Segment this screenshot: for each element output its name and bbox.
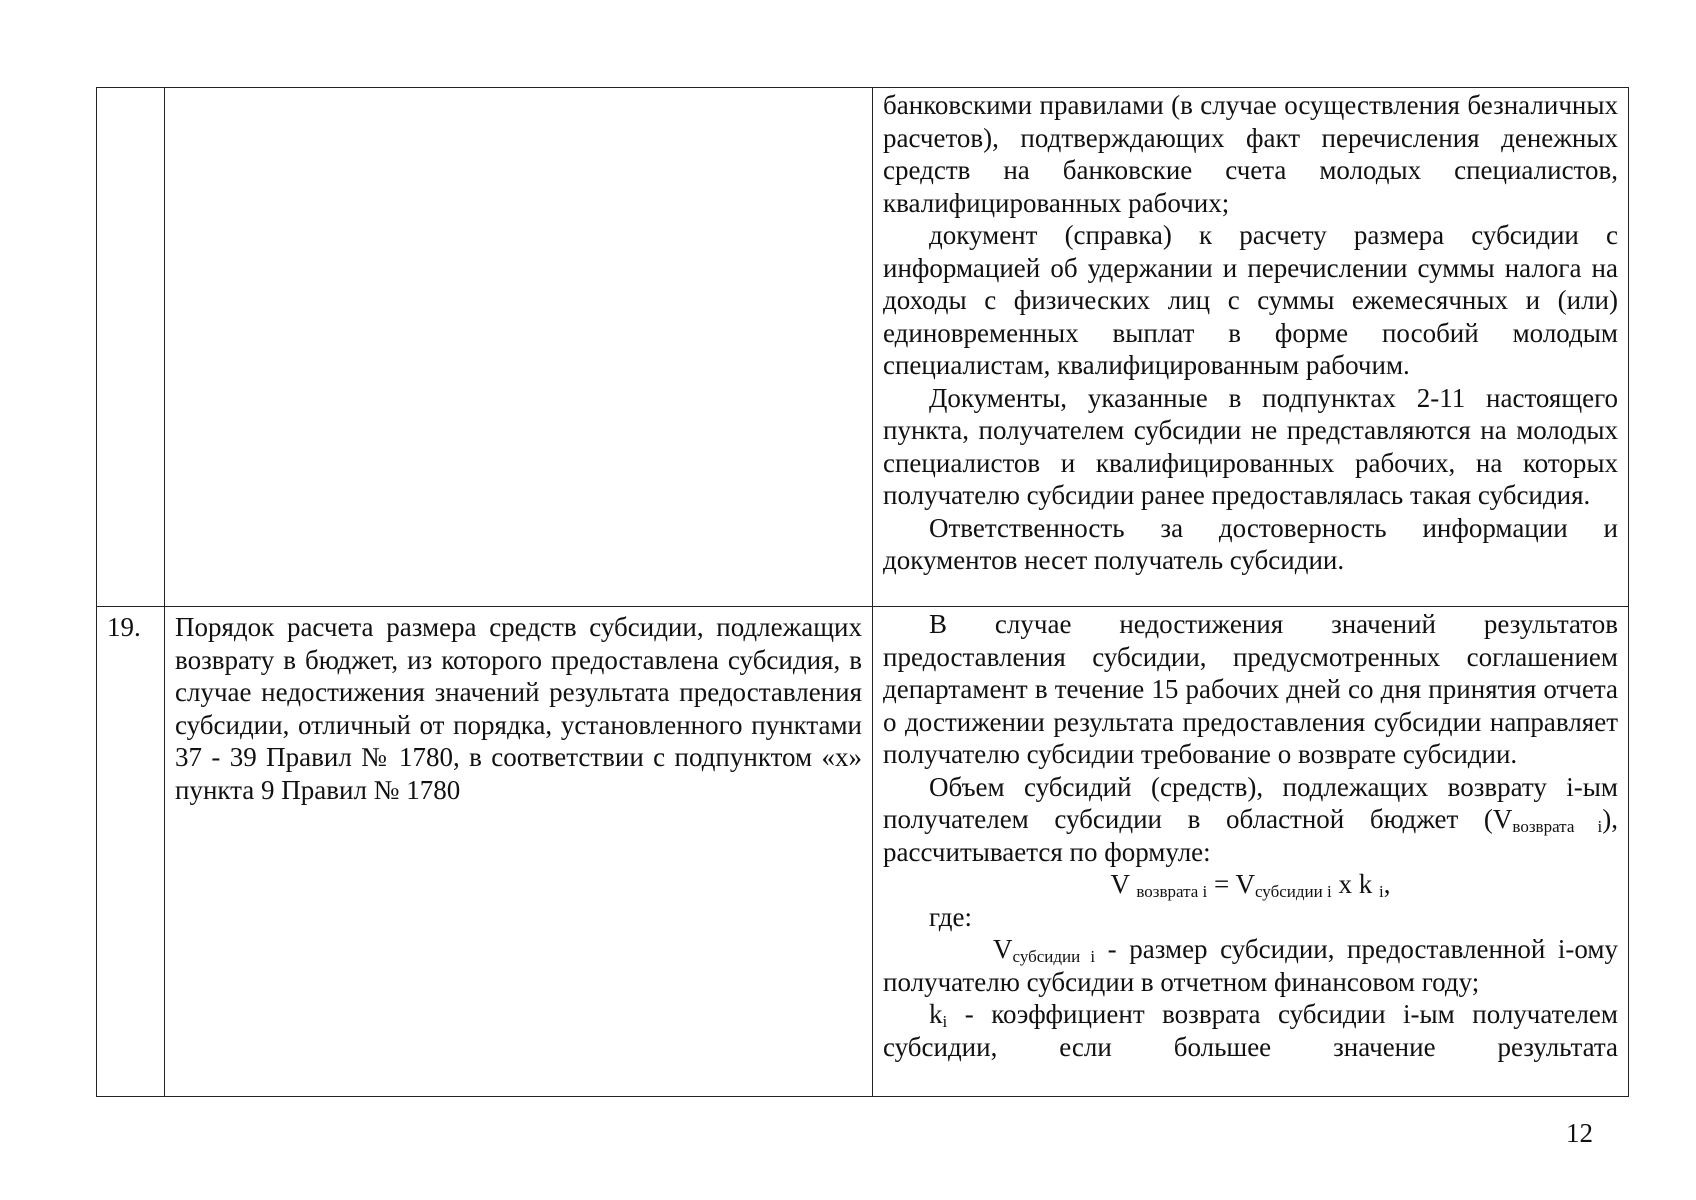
- paragraph-text: ), рассчитывается по формуле:: [883, 804, 1618, 867]
- text-paragraph: [883, 771, 1618, 869]
- subscript: субсидии i: [1012, 947, 1096, 966]
- definition-paragraph: [883, 933, 1618, 998]
- subscript: возврата i: [1136, 882, 1208, 901]
- text-paragraph: документ (справка) к расчету размера субсидии с информацией об удержании и перечислении суммы налога на доходы с физических лиц с суммы ежемесячных и (или) единовременных выплат в форме пособий молодым специалистам, квалифицированным рабочим.: [883, 220, 1618, 380]
- definition-paragraph: [883, 998, 1618, 1096]
- where-label: где:: [929, 901, 972, 932]
- table-row: [97, 88, 1629, 607]
- symbol: k: [929, 999, 943, 1029]
- document-table: [96, 87, 1629, 1097]
- text-paragraph: банковскими правилами (в случае осуществления безналичных расчетов), подтверждающих факт перечисления денежных средств на банковские счета молодых специалистов, квалифицированных рабочих;: [883, 90, 1618, 218]
- formula-part: ,: [1383, 869, 1391, 899]
- formula: [883, 868, 1618, 901]
- row-description: [165, 88, 872, 92]
- row-text-cell: [873, 88, 1629, 607]
- row-description: Порядок расчета размера средств субсидии, подлежащих возврату в бюджет, из которого предоставлена субсидия, в случае недостижения значений результата предоставления субсидии, отличный от порядка, установленного пунктами 37 - 39 Правил № 1780, в соответствии с подпунктом «х» пункта 9 Правил № 1780: [175, 612, 862, 805]
- formula-part: = V: [1207, 869, 1255, 899]
- table-row: [97, 607, 1629, 1097]
- text-paragraph: В случае недостижения значений результатов предоставления субсидии, предусмотренных соглашением департамент в течение 15 рабочих дней со дня принятия отчета о достижении результата предоставления субсидии направляет получателю субсидии требование о возврате субсидии.: [883, 609, 1618, 769]
- definition-text: - размер субсидии, предоставленной i-ому получателю субсидии в отчетном финансовом году;: [883, 934, 1618, 997]
- row-description-cell: [165, 607, 873, 1097]
- row-number: 19.: [107, 612, 141, 642]
- row-description-cell: [165, 88, 873, 607]
- subscript: i: [942, 1012, 948, 1031]
- text-paragraph: Документы, указанные в подпунктах 2-11 настоящего пункта, получателем субсидии не представляются на молодых специалистов и квалифицированных рабочих, на которых получателю субсидии ранее предоставлялась такая субсидия.: [883, 382, 1618, 510]
- definition-text: - коэффициент возврата субсидии i-ым получателем субсидии, если большее значение результата: [883, 999, 1618, 1062]
- subscript: i: [1378, 882, 1384, 901]
- subscript: возврата i: [1512, 817, 1603, 836]
- paragraph-text: Объем субсидий (средств), подлежащих возврату i-ым получателем субсидии в областной бюджет (V: [883, 771, 1618, 834]
- text-paragraph: Ответственность за достоверность информации и документов несет получатель субсидии.: [883, 512, 1618, 575]
- row-number: [97, 88, 164, 92]
- subscript: субсидии i: [1254, 882, 1332, 901]
- formula-part: V: [1110, 869, 1137, 899]
- row-number-cell: [97, 88, 165, 607]
- symbol: V: [993, 934, 1013, 964]
- row-text-cell: [873, 607, 1629, 1097]
- formula-part: x k: [1331, 869, 1379, 899]
- row-number-cell: [97, 607, 165, 1097]
- page-number: 12: [1566, 1118, 1593, 1148]
